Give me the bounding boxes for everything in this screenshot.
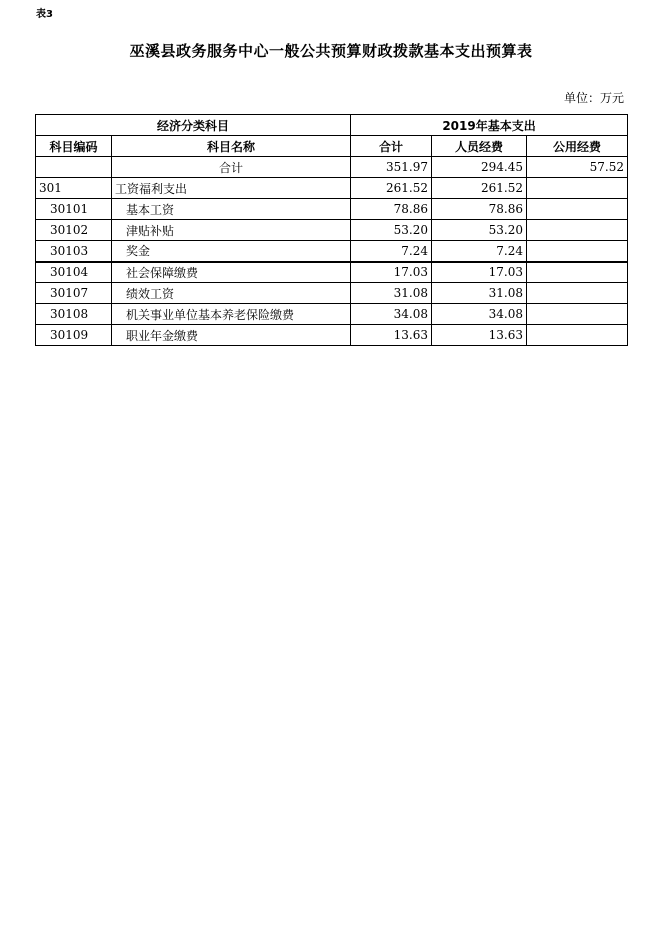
row-total: 34.08 bbox=[351, 304, 432, 325]
row-public bbox=[527, 325, 628, 346]
header-public: 公用经费 bbox=[527, 136, 628, 157]
row-personnel: 13.63 bbox=[432, 325, 527, 346]
table-row bbox=[36, 325, 628, 346]
row-personnel: 7.24 bbox=[432, 241, 527, 262]
total-public: 57.52 bbox=[527, 157, 628, 178]
row-personnel: 31.08 bbox=[432, 283, 527, 304]
row-personnel: 17.03 bbox=[432, 262, 527, 283]
row-name: 社会保障缴费 bbox=[112, 262, 351, 283]
header-name: 科目名称 bbox=[112, 136, 351, 157]
row-total: 7.24 bbox=[351, 241, 432, 262]
table-row bbox=[36, 241, 628, 262]
total-row bbox=[36, 157, 628, 178]
row-name: 职业年金缴费 bbox=[112, 325, 351, 346]
budget-table bbox=[35, 114, 628, 346]
row-code: 30109 bbox=[36, 325, 112, 346]
row-total: 53.20 bbox=[351, 220, 432, 241]
row-code: 30104 bbox=[36, 262, 112, 283]
table-row bbox=[36, 283, 628, 304]
row-public bbox=[527, 283, 628, 304]
page-title: 巫溪县政务服务中心一般公共预算财政拨款基本支出预算表 bbox=[129, 42, 533, 60]
row-public bbox=[527, 199, 628, 220]
row-public bbox=[527, 262, 628, 283]
header-econ-group: 经济分类科目 bbox=[36, 115, 351, 136]
row-code: 30103 bbox=[36, 241, 112, 262]
row-name: 基本工资 bbox=[112, 199, 351, 220]
total-total: 351.97 bbox=[351, 157, 432, 178]
unit-label: 单位：万元 bbox=[563, 91, 624, 105]
row-personnel: 34.08 bbox=[432, 304, 527, 325]
row-name: 机关事业单位基本养老保险缴费 bbox=[112, 304, 351, 325]
row-code: 301 bbox=[36, 178, 112, 199]
header-total: 合计 bbox=[351, 136, 432, 157]
row-code: 30102 bbox=[36, 220, 112, 241]
table-row bbox=[36, 220, 628, 241]
table-row bbox=[36, 262, 628, 283]
total-personnel: 294.45 bbox=[432, 157, 527, 178]
total-code bbox=[36, 157, 112, 178]
row-code: 30101 bbox=[36, 199, 112, 220]
row-total: 31.08 bbox=[351, 283, 432, 304]
row-name: 津贴补贴 bbox=[112, 220, 351, 241]
row-total: 13.63 bbox=[351, 325, 432, 346]
header-basic-group: 2019年基本支出 bbox=[351, 115, 628, 136]
header-code: 科目编码 bbox=[36, 136, 112, 157]
table-row bbox=[36, 178, 628, 199]
row-personnel: 53.20 bbox=[432, 220, 527, 241]
row-total: 261.52 bbox=[351, 178, 432, 199]
row-public bbox=[527, 241, 628, 262]
table-row bbox=[36, 304, 628, 325]
header-group-row bbox=[36, 115, 628, 136]
row-name: 奖金 bbox=[112, 241, 351, 262]
row-personnel: 78.86 bbox=[432, 199, 527, 220]
row-code: 30108 bbox=[36, 304, 112, 325]
header-personnel: 人员经费 bbox=[432, 136, 527, 157]
table-row bbox=[36, 199, 628, 220]
row-personnel: 261.52 bbox=[432, 178, 527, 199]
table-number-label: 表3 bbox=[36, 9, 53, 20]
row-public bbox=[527, 220, 628, 241]
row-name: 绩效工资 bbox=[112, 283, 351, 304]
row-public bbox=[527, 304, 628, 325]
row-total: 17.03 bbox=[351, 262, 432, 283]
total-label: 合计 bbox=[112, 157, 351, 178]
row-public bbox=[527, 178, 628, 199]
row-total: 78.86 bbox=[351, 199, 432, 220]
row-name: 工资福利支出 bbox=[112, 178, 351, 199]
header-row bbox=[36, 136, 628, 157]
row-code: 30107 bbox=[36, 283, 112, 304]
